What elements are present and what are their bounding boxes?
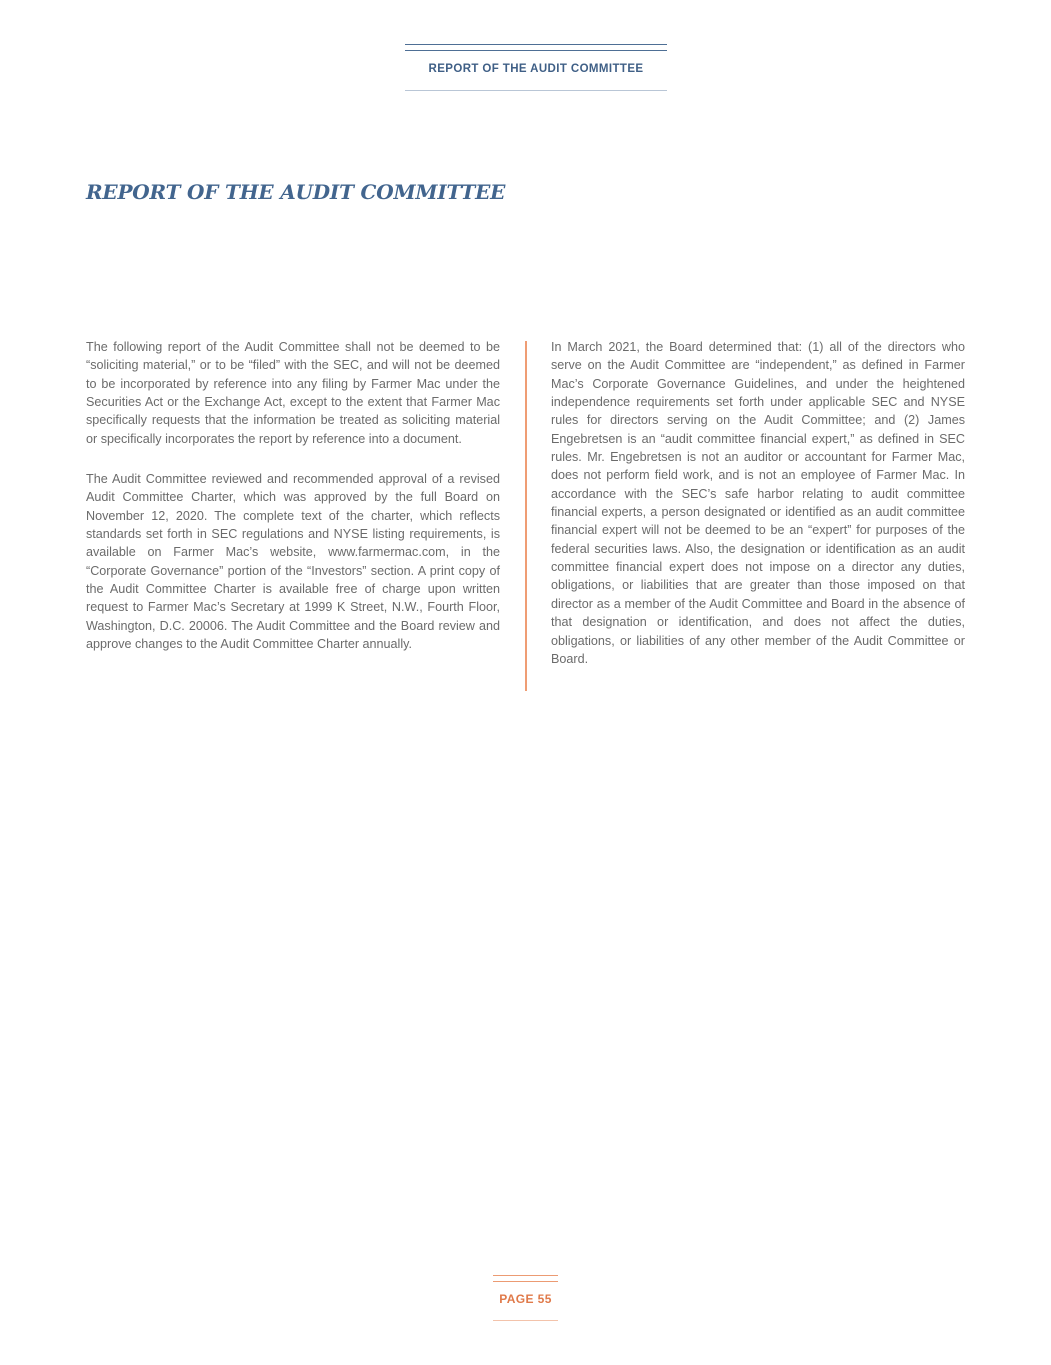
column-divider [525, 341, 527, 691]
footer-bottom-rule [493, 1320, 558, 1321]
header-bottom-rule [405, 90, 667, 91]
paragraph-disclaimer: The following report of the Audit Committee shall not be deemed to be “soliciting material,” or to be “filed” with the SEC, and will not be deemed to be incorporated by reference into any filing by Farmer Mac under the Securities Act or the Exchange Act, except to the extent that Farmer Mac specifically requests that the information be treated as soliciting material or specifically incorporates the report by reference into a document. [86, 340, 500, 446]
right-column [551, 338, 965, 668]
running-header-title: REPORT OF THE AUDIT COMMITTEE [428, 63, 644, 75]
page-number: PAGE 55 [499, 1292, 552, 1306]
paragraph-charter: The Audit Committee reviewed and recommended approval of a revised Audit Committee Charter, which was approved by the full Board on November 12, 2020. The complete text of the charter, which reflects standards set forth in SEC regulations and NYSE listing requirements, is available on Farmer Mac’s website, www.farmermac.com, in the “Corporate Governance” portion of the “Investors” section. A print copy of the Audit Committee Charter is available free of charge upon written request to Farmer Mac’s Secretary at 1999 K Street, N.W., Fourth Floor, Washington, D.C. 20006. The Audit Committee and the Board review and approve changes to the Audit Committee Charter annually. [86, 472, 500, 652]
left-column [86, 338, 500, 654]
paragraph-independence: In March 2021, the Board determined that: (1) all of the directors who serve on the Audit Committee are “independent,” as defined in Farmer Mac’s Corporate Governance Guidelines, and under the heightened independence requirements set forth under applicable SEC and NYSE rules for directors serving on the Audit Committee; and (2) James Engebretsen is an “audit committee financial expert,” as defined in SEC rules. Mr. Engebretsen is not an auditor or accountant for Farmer Mac, does not perform field work, and is not an employee of Farmer Mac. In accordance with the SEC’s safe harbor relating to audit committee financial experts, a person designated or identified as an audit committee financial expert will not be deemed to be an “expert” for purposes of the federal securities laws. Also, the designation or identification as an audit committee financial expert does not impose on a director any duties, obligations, or liabilities that are greater than those imposed on that director as a member of the Audit Committee and Board in the absence of that designation or identification, and does not affect the duties, obligations, or liabilities of any other member of the Audit Committee or Board. [551, 340, 965, 666]
page-title: REPORT OF THE AUDIT COMMITTEE [86, 180, 506, 204]
header-double-rule [405, 44, 667, 51]
footer-double-rule [493, 1275, 558, 1282]
page-footer [493, 1275, 558, 1323]
running-header [405, 44, 667, 92]
